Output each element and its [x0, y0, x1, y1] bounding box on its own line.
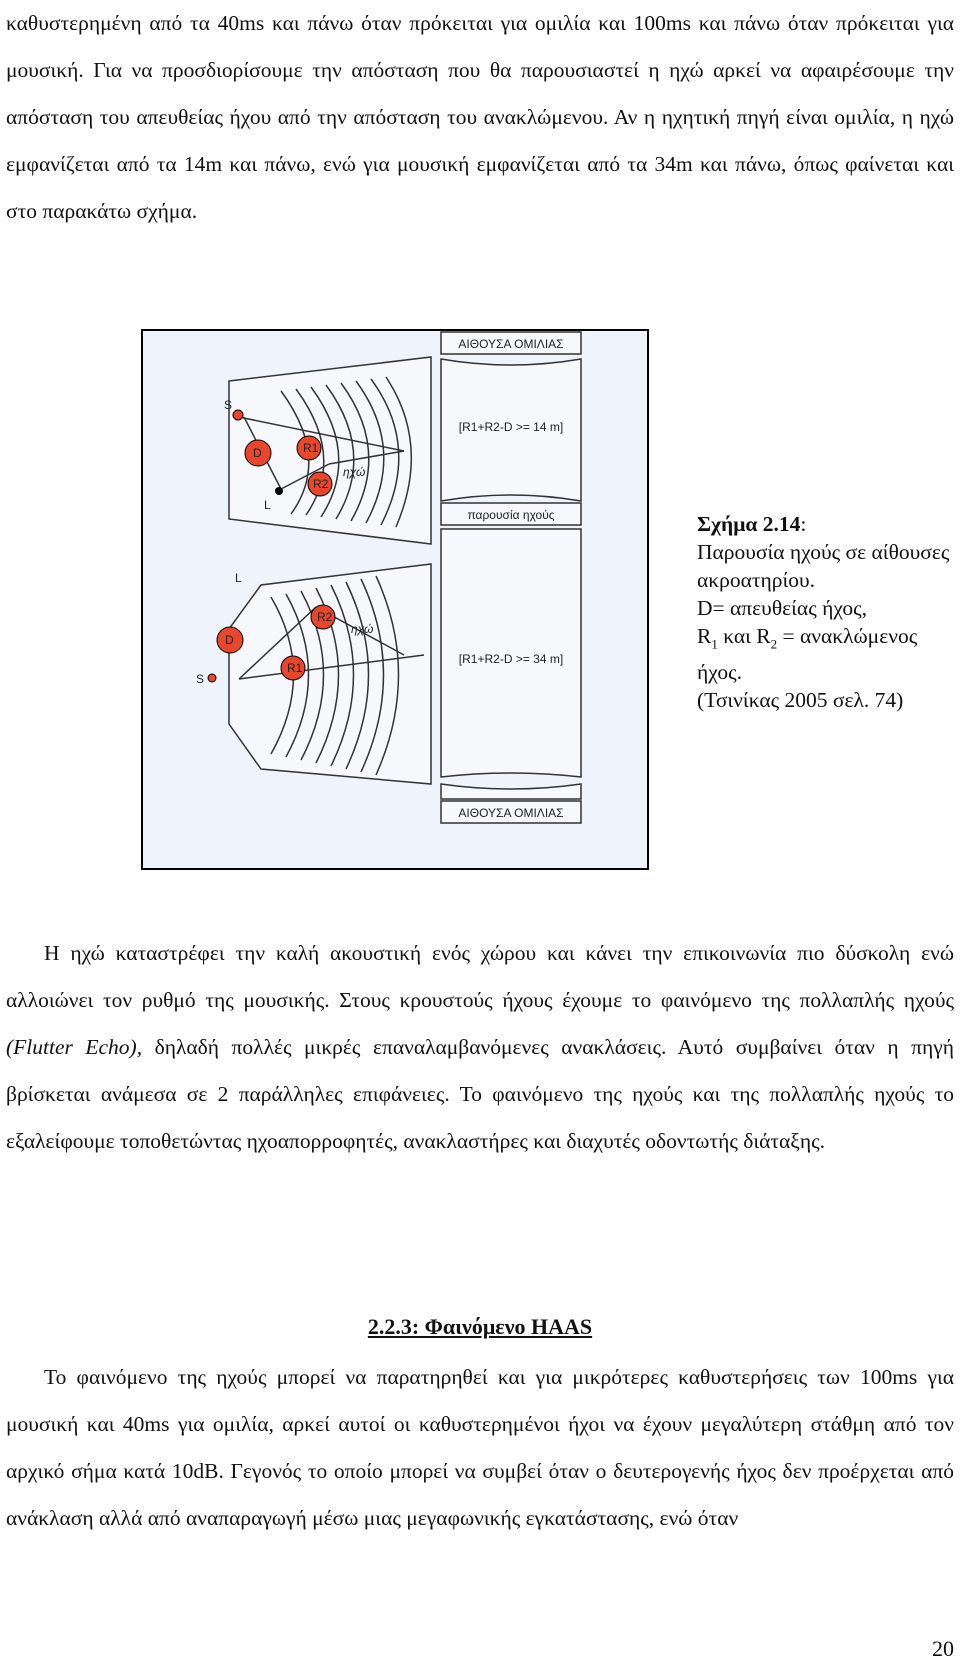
caption-r2: R: [756, 624, 771, 648]
echo-word-bottom: ηχώ: [351, 622, 374, 636]
echo-text-b: δηλαδή πολλές μικρές επαναλαμβανόμενες ανακλάσεις. Αυτό συμβαίνει όταν η πηγή βρίσκεται ανάμεσα σε 2 παράλληλες επιφάνειες. Το φαινόμενο της ηχούς και της πολλαπλής ηχούς το εξαλείφουμε τοποθετώντας ηχοαπορροφητές, ανακλαστήρες και διαχυτές οδοντωτής διάταξης.: [6, 1035, 954, 1153]
echo-word-top: ηχώ: [343, 465, 366, 479]
caption-colon: :: [800, 512, 807, 536]
caption-r2-sub: 2: [770, 636, 778, 652]
caption-line1: Παρουσία ηχούς σε αίθουσες ακροατηρίου.: [697, 540, 950, 592]
caption-source: (Τσινίκας 2005 σελ. 74): [697, 688, 904, 713]
echo-text-em: (Flutter Echo),: [6, 1035, 143, 1059]
echo-presence-label: παρουσία ηχούς: [467, 508, 555, 522]
label-r1-bottom: R1: [287, 661, 303, 675]
auditorium-diagram: [141, 329, 649, 870]
caption-line3-rest: = ανακλώμενος ήχος.: [697, 624, 918, 685]
caption-and: και: [717, 624, 757, 648]
label-r2-top: R2: [313, 477, 329, 491]
formula-speech: [R1+R2-D >= 14 m]: [458, 420, 564, 434]
label-l-top: L: [264, 498, 271, 512]
label-r1-top: R1: [303, 441, 319, 455]
caption-r1-sub: 1: [711, 636, 718, 652]
bottom-hall-label: ΑΙΘΟΥΣΑ ΟΜΙΛΙΑΣ: [458, 806, 564, 820]
label-s-bottom: S: [196, 672, 205, 686]
label-s-top: S: [224, 398, 233, 412]
label-d-bottom: D: [225, 633, 234, 647]
label-d-top: D: [253, 446, 262, 460]
haas-paragraph: Το φαινόμενο της ηχούς μπορεί να παρατηρηθεί και για μικρότερες καθυστερήσεις των 100ms για μουσική και 40ms για ομιλία, αρκεί αυτοί οι καθυστερημένοι ήχοι να έχουν μεγαλύτερη στάθμη από τον αρχικό σήμα κατά 10dB. Γεγονός το οποίο μπορεί να συμβεί όταν ο δευτερογενής ήχος δεν προέρχεται από ανάκλαση αλλά από αναπαραγωγή μέσω μιας μεγαφωνικής εγκατάστασης, ενώ όταν: [6, 1365, 954, 1530]
formula-music: [R1+R2-D >= 34 m]: [458, 652, 564, 666]
label-l-bottom: L: [235, 571, 242, 585]
echo-figure: [141, 329, 649, 870]
caption-line3: [697, 622, 957, 686]
echo-text-a: Η ηχώ καταστρέφει την καλή ακουστική ενός χώρου και κάνει την επικοινωνία πιο δύσκολη ενώ αλλοιώνει τον ρυθμό της μουσικής. Στους κρουστούς ήχους έχουμε το φαινόμενο της πολλαπλής ηχούς: [6, 941, 954, 1012]
top-hall-label: ΑΙΘΟΥΣΑ ΟΜΙΛΙΑΣ: [458, 337, 564, 351]
caption-line2: D= απευθείας ήχος,: [697, 596, 868, 620]
label-r2-bottom: R2: [317, 610, 333, 624]
figure-caption: [697, 510, 957, 714]
section-heading: 2.2.3: Φαινόμενο HAAS: [367, 1314, 593, 1339]
caption-r1: R: [697, 624, 712, 648]
caption-title: Σχήμα 2.14: [697, 512, 801, 536]
echo-paragraph: [6, 930, 954, 1165]
page-number: 20: [932, 1636, 954, 1661]
intro-paragraph: καθυστερημένη από τα 40ms και πάνω όταν πρόκειται για ομιλία και 100ms και πάνω όταν πρόκειται για μουσική. Για να προσδιορίσουμε την απόσταση που θα παρουσιαστεί η ηχώ αρκεί να αφαιρέσουμε την απόσταση του απευθείας ήχου από την απόσταση του ανακλώμενου. Αν η ηχητική πηγή είναι ομιλία, η ηχώ εμφανίζεται από τα 14m και πάνω, ενώ για μουσική εμφανίζεται από τα 34m και πάνω, όπως φαίνεται και στο παρακάτω σχήμα.: [6, 11, 954, 223]
